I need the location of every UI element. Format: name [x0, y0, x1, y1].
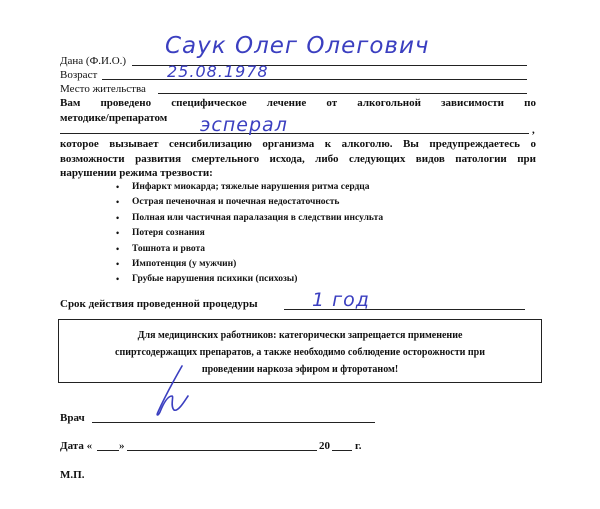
drug-handwritten[interactable]: эсперал [200, 114, 288, 136]
date-day-underline[interactable] [97, 450, 119, 451]
name-label: Дана (Ф.И.О.) [60, 55, 127, 67]
date-year-underline[interactable] [332, 450, 352, 451]
residence-label: Место жительства [60, 83, 146, 95]
validity-label: Срок действия проведенной процедуры [60, 298, 258, 310]
bullet-icon: • [116, 243, 120, 254]
age-handwritten[interactable]: 25.08.1978 [167, 62, 269, 81]
treatment-description [60, 137, 536, 181]
stamp-label: М.П. [60, 469, 85, 481]
bullet-icon: • [116, 212, 120, 223]
medical-warning-box [58, 319, 542, 383]
list-item: • Грубые нарушения психики (психозы) [116, 274, 298, 285]
treatment-intro [60, 96, 536, 125]
bullet-icon: • [116, 228, 120, 239]
date-year-suffix: г. [355, 440, 362, 452]
age-label: Возраст [60, 69, 98, 81]
bullet-icon: • [116, 197, 120, 208]
bullet-icon: • [116, 258, 120, 269]
description-line: возможности развития смертельного исхода, либо следующих видов патологии при [60, 152, 536, 165]
bullet-icon: • [116, 182, 120, 192]
list-item: • Полная или частичная паралазация в следствии инсульта [116, 212, 384, 223]
list-item: • Инфаркт миокарда; тяжелые нарушения ритма сердца [116, 182, 370, 192]
pathology-list [116, 180, 383, 288]
list-item: • Потеря сознания [116, 228, 205, 239]
date-label-open: Дата « [60, 440, 93, 452]
warning-line: спиртсодержащих препаратов, а также необходимо соблюдение осторожности при [115, 347, 485, 358]
treatment-intro-line: методике/препаратом [60, 111, 168, 124]
validity-handwritten[interactable]: 1 год [312, 289, 370, 311]
name-handwritten[interactable]: Саук Олег Олегович [165, 33, 430, 59]
description-line: нарушении режима трезвости: [60, 167, 213, 179]
doctor-label: Врач [60, 412, 85, 424]
bullet-icon: • [116, 274, 120, 285]
drug-underline [60, 133, 529, 134]
warning-line: Для медицинских работников: категорически запрещается применение [137, 330, 463, 341]
signature-stroke [157, 366, 188, 415]
doctor-underline [92, 422, 375, 423]
drug-comma: , [532, 124, 535, 136]
list-item: • Острая печеночная и почечная недостаточность [116, 197, 340, 208]
date-label-close: » [119, 440, 125, 452]
doctor-signature-icon [140, 362, 200, 422]
list-item: • Импотенция (у мужчин) [116, 258, 237, 269]
description-line: которое вызывает сенсибилизацию организма к алкоголю. Вы предупреждаетесь о [60, 138, 536, 150]
residence-underline [158, 93, 527, 94]
age-underline [102, 79, 527, 80]
date-month-underline[interactable] [127, 450, 317, 451]
treatment-intro-line: Вам проведено специфическое лечение от алкогольной зависимости по [60, 97, 536, 109]
warning-line: проведении наркоза эфиром и фторотаном! [201, 364, 399, 375]
list-item: • Тошнота и рвота [116, 243, 206, 254]
date-year-prefix: 20 [319, 440, 330, 452]
